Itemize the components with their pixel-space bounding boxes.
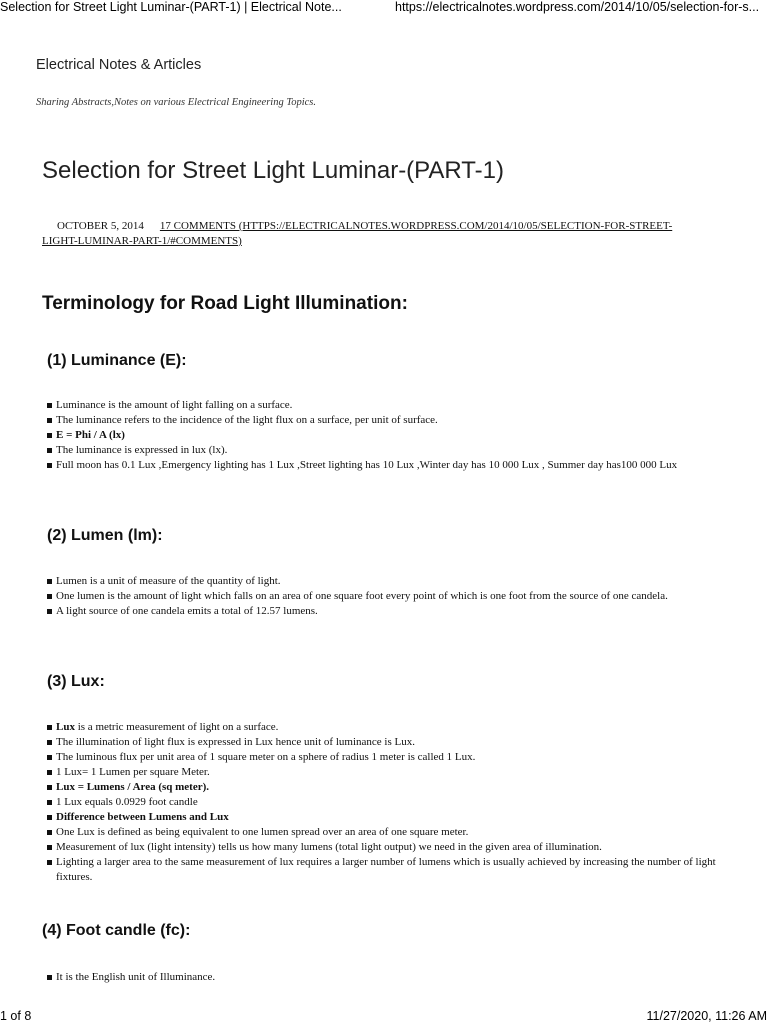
list-item: Lumen is a unit of measure of the quantity of light.: [47, 574, 737, 589]
list-item: Lux = Lumens / Area (sq meter).: [47, 780, 737, 795]
content-heading: Terminology for Road Light Illumination:: [42, 293, 408, 314]
section-heading-lumen: (2) Lumen (lm):: [47, 527, 163, 544]
bullet-icon: [47, 830, 52, 835]
bullet-icon: [47, 860, 52, 865]
bullet-icon: [47, 770, 52, 775]
bullet-icon: [47, 975, 52, 980]
post-meta: [42, 219, 692, 249]
list-item: E = Phi / A (lx): [47, 428, 737, 443]
bullet-icon: [47, 725, 52, 730]
list-item: It is the English unit of Illuminance.: [47, 970, 737, 985]
bullet-icon: [47, 579, 52, 584]
list-item: 1 Lux= 1 Lumen per square Meter.: [47, 765, 737, 780]
list-item: Luminance is the amount of light falling on a surface.: [47, 398, 737, 413]
print-page-title: Selection for Street Light Luminar-(PART-1) | Electrical Note...: [0, 0, 342, 14]
print-datetime: 11/27/2020, 11:26 AM: [646, 1009, 767, 1023]
foot-candle-list: [47, 970, 737, 985]
list-item: The luminance refers to the incidence of the light flux on a surface, per unit of surface.: [47, 413, 737, 428]
list-item: 1 Lux equals 0.0929 foot candle: [47, 795, 737, 810]
bullet-icon: [47, 463, 52, 468]
page-number: 1 of 8: [0, 1009, 32, 1023]
section-heading-foot-candle: (4) Foot candle (fc):: [42, 922, 191, 939]
post-title: Selection for Street Light Luminar-(PART-1): [42, 157, 504, 184]
section-heading-luminance: (1) Luminance (E):: [47, 352, 187, 369]
bullet-icon: [47, 418, 52, 423]
list-item: A light source of one candela emits a total of 12.57 lumens.: [47, 604, 737, 619]
list-item: One Lux is defined as being equivalent to one lumen spread over an area of one square meter.: [47, 825, 737, 840]
comments-link[interactable]: 17 COMMENTS (HTTPS://ELECTRICALNOTES.WORDPRESS.COM/2014/10/05/SELECTION-FOR-STREET-LIGHT-LUMINAR-PART-1/#COMMENTS): [42, 220, 673, 247]
bullet-icon: [47, 785, 52, 790]
list-item: Lighting a larger area to the same measurement of lux requires a larger number of lumens which is usually achieved by increasing the number of light fixtures.: [47, 855, 737, 885]
list-item: One lumen is the amount of light which falls on an area of one square foot every point of which is one foot from the source of one candela.: [47, 589, 737, 604]
bullet-icon: [47, 609, 52, 614]
lumen-list: [47, 574, 737, 619]
bullet-icon: [47, 845, 52, 850]
site-description: Sharing Abstracts,Notes on various Electrical Engineering Topics.: [36, 97, 316, 108]
bullet-icon: [47, 448, 52, 453]
list-item: Full moon has 0.1 Lux ,Emergency lighting has 1 Lux ,Street lighting has 10 Lux ,Winter day has 10 000 Lux , Summer day has100 000 Lux: [47, 458, 737, 473]
bullet-icon: [47, 403, 52, 408]
lux-list: [47, 720, 737, 885]
list-item: Difference between Lumens and Lux: [47, 810, 737, 825]
print-footer: [0, 1009, 768, 1024]
print-header: [0, 0, 768, 14]
print-page-url[interactable]: https://electricalnotes.wordpress.com/2014/10/05/selection-for-s...: [395, 0, 760, 14]
site-title[interactable]: Electrical Notes & Articles: [36, 57, 202, 73]
bullet-icon: [47, 740, 52, 745]
list-item: The illumination of light flux is expressed in Lux hence unit of luminance is Lux.: [47, 735, 737, 750]
section-heading-lux: (3) Lux:: [47, 673, 105, 690]
list-item: Lux is a metric measurement of light on a surface.: [47, 720, 737, 735]
bullet-icon: [47, 800, 52, 805]
bullet-icon: [47, 433, 52, 438]
bullet-icon: [47, 815, 52, 820]
bullet-icon: [47, 594, 52, 599]
post-date: OCTOBER 5, 2014: [57, 220, 144, 232]
luminance-list: [47, 398, 737, 473]
list-item: The luminance is expressed in lux (lx).: [47, 443, 737, 458]
bullet-icon: [47, 755, 52, 760]
list-item: The luminous flux per unit area of 1 square meter on a sphere of radius 1 meter is called 1 Lux.: [47, 750, 737, 765]
list-item: Measurement of lux (light intensity) tells us how many lumens (total light output) we need in the given area of illumination.: [47, 840, 737, 855]
